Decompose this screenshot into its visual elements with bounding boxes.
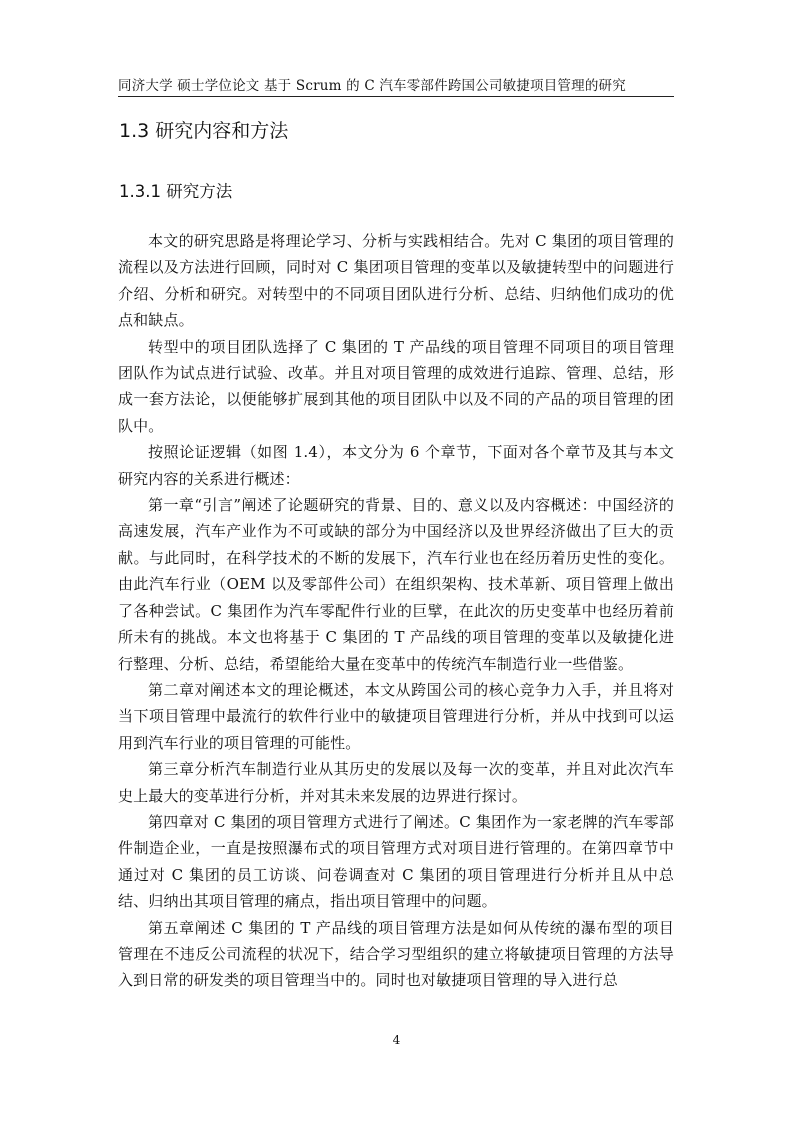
paragraph-pilot-team: 转型中的项目团队选择了 C 集团的 T 产品线的项目管理不同项目的项目管理团队作为试点进行试验、改革。并且对项目管理的成效进行追踪、管理、总结，形成一套方法论，以便能够扩展到其他的项目团队中以及不同的产品的项目管理的团队中。 xyxy=(118,337,674,435)
paragraph-chapter-5: 第五章阐述 C 集团的 T 产品线的项目管理方法是如何从传统的瀑布型的项目管理在不违反公司流程的状况下，结合学习型组织的建立将敏捷项目管理的方法导入到日常的研发类的项目管理当中的。同时也对敏捷项目管理的导入进行总 xyxy=(118,918,674,990)
body-text xyxy=(118,228,674,994)
subsection-heading: 1.3.1 研究方法 xyxy=(119,182,233,201)
section-heading: 1.3 研究内容和方法 xyxy=(119,120,289,142)
paragraph-chapter-3: 第三章分析汽车制造行业从其历史的发展以及每一次的变革，并且对此次汽车史上最大的变革进行分析，并对其未来发展的边界进行探讨。 xyxy=(118,760,674,805)
paragraph-chapter-4: 第四章对 C 集团的项目管理方式进行了阐述。C 集团作为一家老牌的汽车零部件制造企业，一直是按照瀑布式的项目管理方式对项目进行管理的。在第四章节中通过对 C 集团的员工访谈、问卷调查对 C 集团的项目管理进行分析并且从中总结、归纳出其项目管理的痛点，指出项目管理中的问题。 xyxy=(118,812,674,911)
header-divider xyxy=(118,96,674,97)
paragraph-chapter-1: 第一章“引言”阐述了论题研究的背景、目的、意义以及内容概述：中国经济的高速发展，汽车产业作为不可或缺的部分为中国经济以及世界经济做出了巨大的贡献。与此同时，在科学技术的不断的发展下，汽车行业也在经历着历史性的变化。由此汽车行业（OEM 以及零部件公司）在组织架构、技术革新、项目管理上做出了各种尝试。C 集团作为汽车零配件行业的巨擘，在此次的历史变革中也经历着前所未有的挑战。本文也将基于 C 集团的 T 产品线的项目管理的变革以及敏捷化进行整理、分析、总结，希望能给大量在变革中的传统汽车制造行业一些借鉴。 xyxy=(118,496,674,673)
paragraph-structure-overview: 按照论证逻辑（如图 1.4），本文分为 6 个章节，下面对各个章节及其与本文研究内容的关系进行概述： xyxy=(118,443,674,488)
paragraph-chapter-2: 第二章对阐述本文的理论概述，本文从跨国公司的核心竞争力入手，并且将对当下项目管理中最流行的软件行业中的敏捷项目管理进行分析，并从中找到可以运用到汽车行业的项目管理的可能性。 xyxy=(118,680,674,752)
running-header: 同济大学 硕士学位论文 基于 Scrum 的 C 汽车零部件跨国公司敏捷项目管理的研究 xyxy=(118,78,626,94)
page-number: 4 xyxy=(392,1033,401,1047)
paragraph-research-approach: 本文的研究思路是将理论学习、分析与实践相结合。先对 C 集团的项目管理的流程以及方法进行回顾，同时对 C 集团项目管理的变革以及敏捷转型中的问题进行介绍、分析和研究。对转型中的不同项目团队进行分析、总结、归纳他们成功的优点和缺点。 xyxy=(118,232,674,330)
